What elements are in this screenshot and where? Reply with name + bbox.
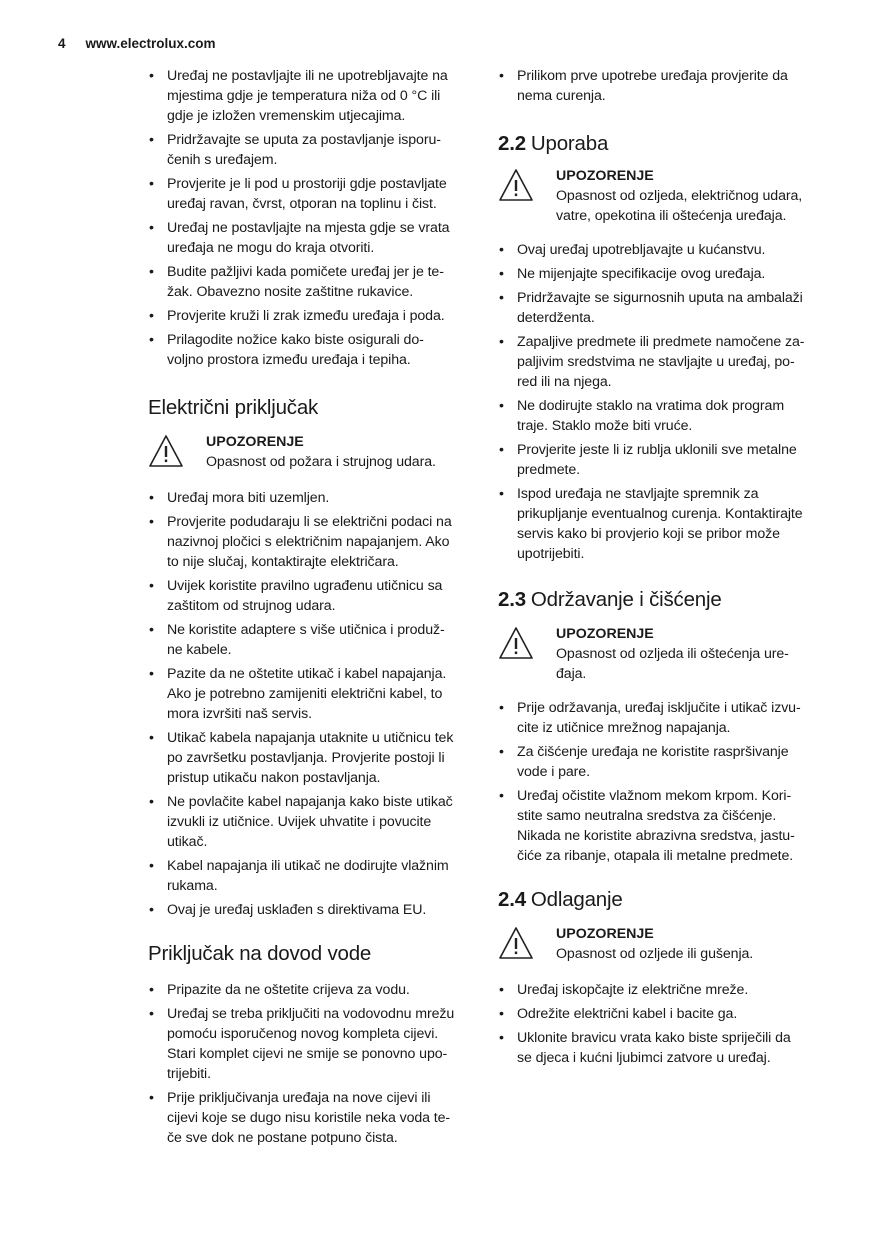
list-item: • Ovaj je uređaj usklađen s direktivama EU.	[148, 900, 470, 920]
disposal-list	[498, 980, 823, 1068]
disposal-warning	[498, 924, 823, 980]
list-item: • Prije održavanja, uređaj isključite i utikač izvu- cite iz utičnice mrežnog napajanja.	[498, 698, 823, 738]
list-item: • Ne mijenjajte specifikacije ovog uređaja.	[498, 264, 823, 284]
page-header	[58, 36, 216, 51]
list-item: • Uređaj se treba priključiti na vodovodnu mrežu pomoću isporučenog novog kompleta cijevi. Stari komplet cijevi ne smije se ponovno upo- trijebiti.	[148, 1004, 470, 1084]
water-list	[148, 980, 470, 1148]
list-item: • Za čišćenje uređaja ne koristite raspršivanje vode i pare.	[498, 742, 823, 782]
list-item: • Uklonite bravicu vrata kako biste spriječili da se djeca i kućni ljubimci zatvore u uređaj.	[498, 1028, 823, 1068]
list-item: • Prije priključivanja uređaja na nove cijevi ili cijevi koje se dugo nisu koristile neka voda te- če sve dok ne postane potpuno čista.	[148, 1088, 470, 1148]
warning-triangle-icon	[498, 168, 534, 204]
warning-triangle-icon	[498, 626, 534, 662]
list-item: • Zapaljive predmete ili predmete namočene za- paljivim sredstvima ne stavljajte u uređaj, po- red ili na njega.	[498, 332, 823, 392]
warning-text: Opasnost od ozljeda ili oštećenja ure- đaja.	[556, 646, 789, 682]
list-item: • Ne dodirujte staklo na vratima dok program traje. Staklo može biti vruće.	[498, 396, 823, 436]
warning-text: Opasnost od ozljede ili gušenja.	[556, 946, 754, 962]
installation-list	[148, 66, 470, 370]
warning-text: Opasnost od požara i strujnog udara.	[206, 454, 436, 470]
electrical-heading: Električni priključak	[148, 396, 319, 419]
list-item: • Pridržavajte se sigurnosnih uputa na ambalaži deterdženta.	[498, 288, 823, 328]
warning-title: UPOZORENJE	[556, 626, 654, 642]
usage-list	[498, 240, 823, 564]
installation-list-continued	[498, 66, 823, 106]
water-heading: Priključak na dovod vode	[148, 942, 372, 965]
list-item: • Provjerite je li pod u prostoriji gdje postavljate uređaj ravan, čvrst, otporan na toplinu i čist.	[148, 174, 470, 214]
section-maintenance-heading	[498, 588, 823, 612]
section-number: 2.2	[498, 132, 526, 155]
list-item: • Budite pažljivi kada pomičete uređaj jer je te- žak. Obavezno nosite zaštitne rukavice.	[148, 262, 470, 302]
list-item: • Odrežite električni kabel i bacite ga.	[498, 1004, 823, 1024]
list-item: • Uređaj mora biti uzemljen.	[148, 488, 470, 508]
warning-text: Opasnost od ozljeda, električnog udara, vatre, opekotina ili oštećenja uređaja.	[556, 188, 803, 224]
list-item: • Kabel napajanja ili utikač ne dodirujte vlažnim rukama.	[148, 856, 470, 896]
maintenance-warning	[498, 624, 823, 698]
list-item: • Provjerite podudaraju li se električni podaci na nazivnoj pločici s električnim napajanjem. Ako to nije slučaj, kontaktirajte električara.	[148, 512, 470, 572]
website-link[interactable]: www.electrolux.com	[85, 36, 216, 51]
section-usage-heading	[498, 132, 823, 156]
list-item: • Uvijek koristite pravilno ugrađenu utičnicu sa zaštitom od strujnog udara.	[148, 576, 470, 616]
list-item: • Uređaj iskopčajte iz električne mreže.	[498, 980, 823, 1000]
section-title: Održavanje i čišćenje	[530, 588, 722, 611]
electrical-warning	[148, 432, 470, 488]
list-item: • Uređaj ne postavljajte ili ne upotrebljavajte na mjestima gdje je temperatura niža od 0 °C ili gdje je izložen vremenskim utjecajima.	[148, 66, 470, 126]
left-column	[148, 66, 470, 1152]
page-number: 4	[58, 36, 66, 51]
list-item: • Ne povlačite kabel napajanja kako biste utikač izvukli iz utičnice. Uvijek uhvatite i povucite utikač.	[148, 792, 470, 852]
warning-title: UPOZORENJE	[206, 434, 304, 450]
section-title: Odlaganje	[530, 888, 623, 911]
warning-title: UPOZORENJE	[556, 168, 654, 184]
list-item: • Uređaj ne postavljajte na mjesta gdje se vrata uređaja ne mogu do kraja otvoriti.	[148, 218, 470, 258]
list-item: • Utikač kabela napajanja utaknite u utičnicu tek po završetku postavljanja. Provjerite postoji li pristup utikaču nakon postavljanja.	[148, 728, 470, 788]
list-item: • Ispod uređaja ne stavljajte spremnik za prikupljanje eventualnog curenja. Kontaktirajte servis kako bi provjerio koji se pribor može upotrijebiti.	[498, 484, 823, 564]
section-number: 2.4	[498, 888, 526, 911]
list-item: • Pripazite da ne oštetite crijeva za vodu.	[148, 980, 470, 1000]
warning-triangle-icon	[148, 434, 184, 470]
list-item: • Pazite da ne oštetite utikač i kabel napajanja. Ako je potrebno zamijeniti električni kabel, to mora izvršiti naš servis.	[148, 664, 470, 724]
section-disposal-heading	[498, 888, 823, 912]
section-title: Uporaba	[530, 132, 609, 155]
right-column	[498, 66, 823, 1072]
list-item: • Prilikom prve upotrebe uređaja provjerite da nema curenja.	[498, 66, 823, 106]
maintenance-list	[498, 698, 823, 866]
warning-title: UPOZORENJE	[556, 926, 654, 942]
list-item: • Ne koristite adaptere s više utičnica i produž- ne kabele.	[148, 620, 470, 660]
list-item: • Uređaj očistite vlažnom mekom krpom. Kori- stite samo neutralna sredstva za čišćenje. Nikada ne koristite abrazivna sredstva, jastu- čiće za ribanje, otapala ili metalne predmete.	[498, 786, 823, 866]
section-number: 2.3	[498, 588, 526, 611]
list-item: • Provjerite kruži li zrak između uređaja i poda.	[148, 306, 470, 326]
warning-triangle-icon	[498, 926, 534, 962]
list-item: • Pridržavajte se uputa za postavljanje isporu- čenih s uređajem.	[148, 130, 470, 170]
electrical-list	[148, 488, 470, 920]
usage-warning	[498, 166, 823, 240]
list-item: • Provjerite jeste li iz rublja uklonili sve metalne predmete.	[498, 440, 823, 480]
list-item: • Ovaj uređaj upotrebljavajte u kućanstvu.	[498, 240, 823, 260]
list-item: • Prilagodite nožice kako biste osigurali do- voljno prostora između uređaja i tepiha.	[148, 330, 470, 370]
